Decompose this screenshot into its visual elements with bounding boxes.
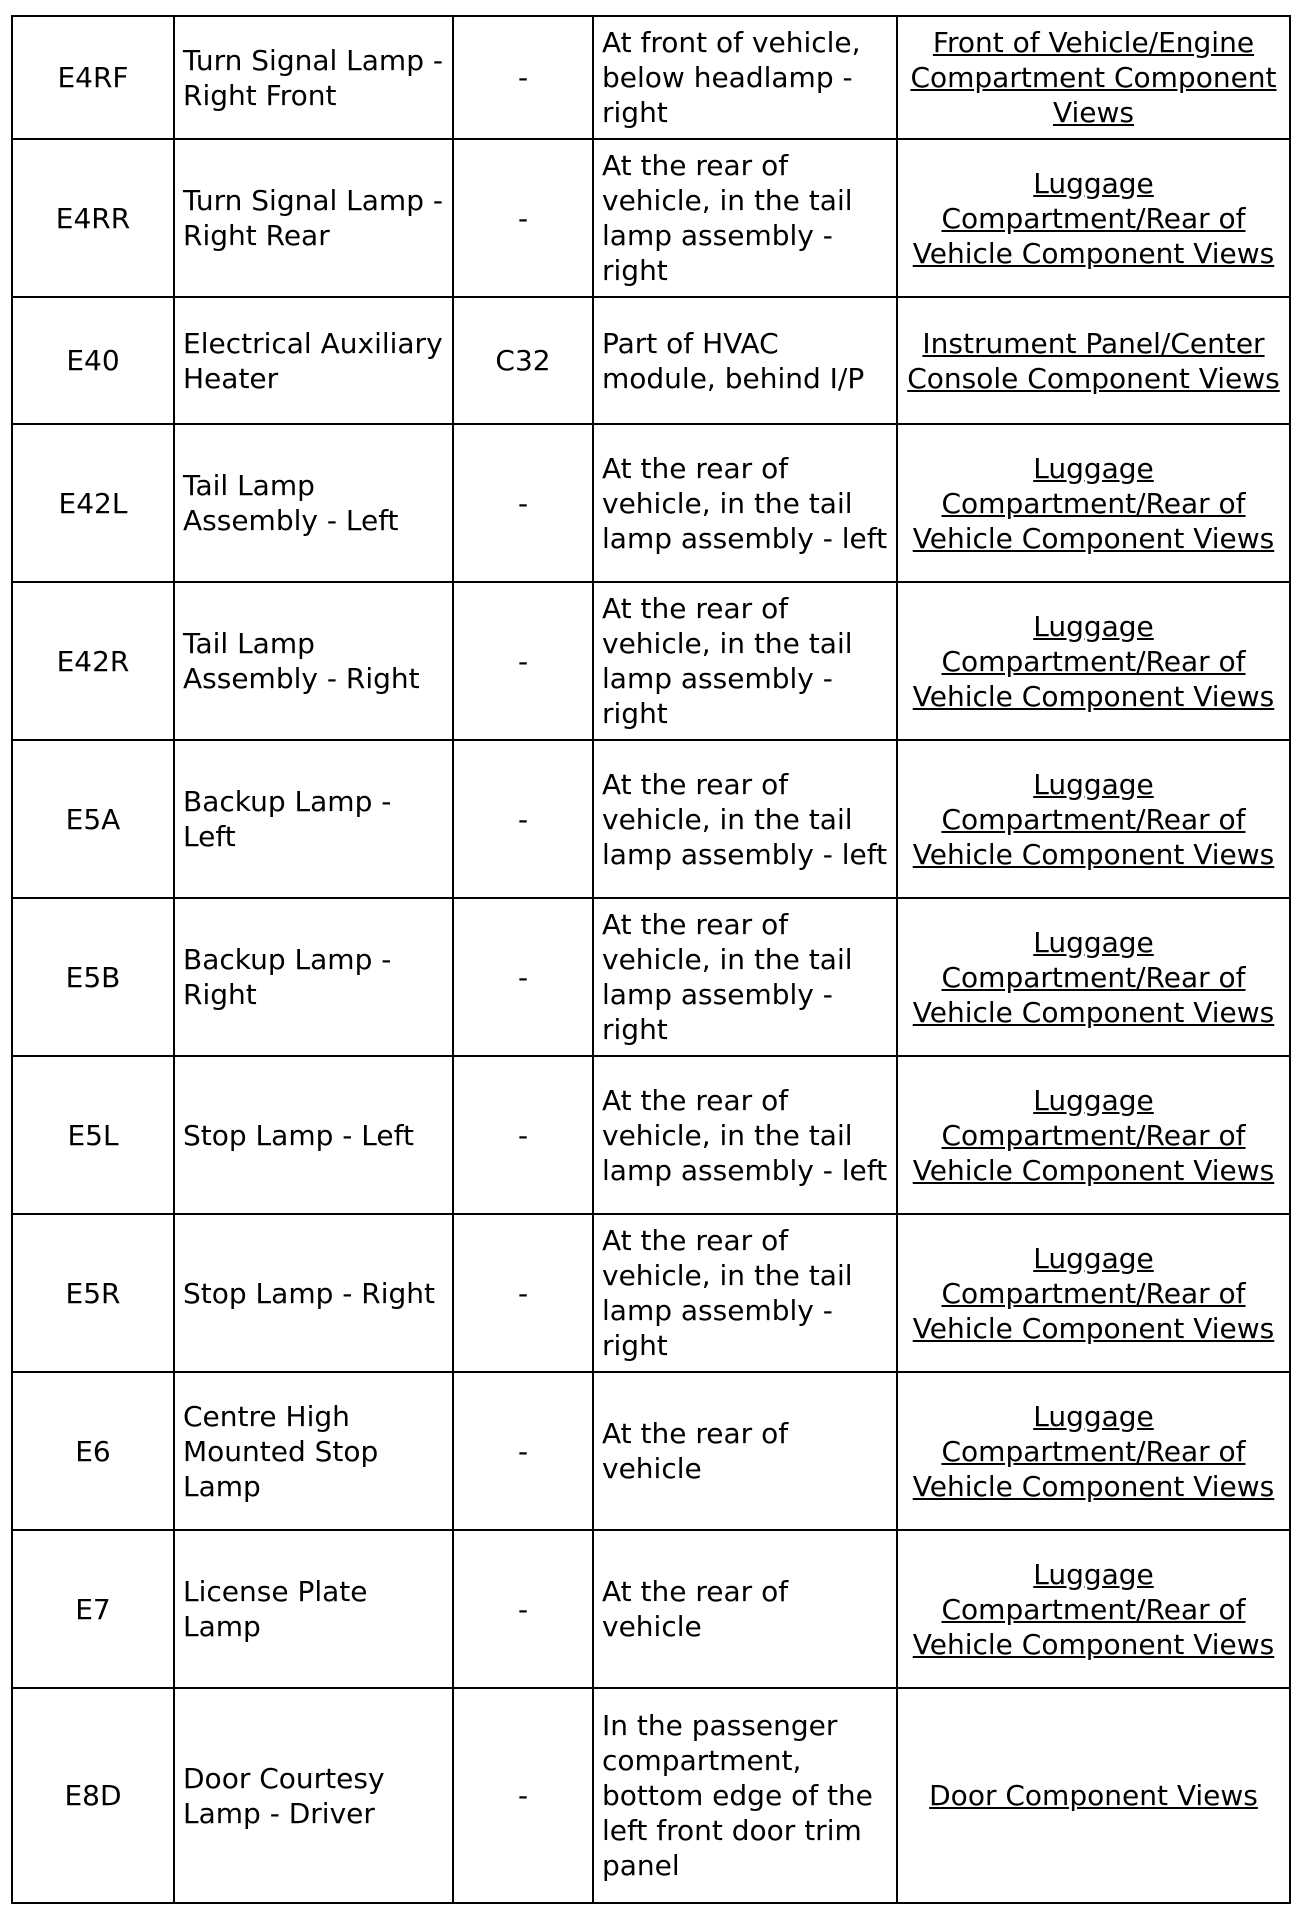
table-row	[12, 139, 1290, 297]
component-id: E5L	[12, 1056, 174, 1214]
component-location: At the rear of vehicle, in the tail lamp assembly - left	[593, 1056, 897, 1214]
component-view-link[interactable]: Luggage Compartment/Rear of Vehicle Component Views	[912, 1557, 1275, 1661]
component-view-link[interactable]: Luggage Compartment/Rear of Vehicle Component Views	[912, 1399, 1275, 1503]
table-row	[12, 740, 1290, 898]
connector-id: -	[453, 740, 593, 898]
component-view-cell	[897, 740, 1290, 898]
component-view-cell	[897, 139, 1290, 297]
connector-id: -	[453, 1056, 593, 1214]
connector-id: C32	[453, 297, 593, 424]
component-id: E42R	[12, 582, 174, 740]
component-view-cell	[897, 1688, 1290, 1903]
component-view-link[interactable]: Luggage Compartment/Rear of Vehicle Component Views	[912, 925, 1275, 1029]
connector-id: -	[453, 16, 593, 139]
component-location: At the rear of vehicle, in the tail lamp assembly - right	[593, 898, 897, 1056]
component-id: E7	[12, 1530, 174, 1688]
component-location: Part of HVAC module, behind I/P	[593, 297, 897, 424]
component-view-link[interactable]: Instrument Panel/Center Console Component Views	[907, 326, 1280, 395]
component-location: At the rear of vehicle	[593, 1530, 897, 1688]
component-location: At the rear of vehicle, in the tail lamp assembly - right	[593, 139, 897, 297]
component-id: E40	[12, 297, 174, 424]
component-name: Tail Lamp Assembly - Left	[174, 424, 453, 582]
table-row	[12, 1214, 1290, 1372]
component-location: In the passenger compartment, bottom edge of the left front door trim panel	[593, 1688, 897, 1903]
connector-id: -	[453, 582, 593, 740]
table-row	[12, 297, 1290, 424]
table-row	[12, 898, 1290, 1056]
connector-id: -	[453, 139, 593, 297]
component-name: Backup Lamp - Right	[174, 898, 453, 1056]
component-view-cell	[897, 1056, 1290, 1214]
connector-id: -	[453, 424, 593, 582]
component-view-cell	[897, 898, 1290, 1056]
component-id: E6	[12, 1372, 174, 1530]
component-view-cell	[897, 1372, 1290, 1530]
table-row	[12, 1372, 1290, 1530]
component-view-cell	[897, 16, 1290, 139]
table-row	[12, 424, 1290, 582]
component-view-cell	[897, 1530, 1290, 1688]
connector-id: -	[453, 1372, 593, 1530]
table-row	[12, 1688, 1290, 1903]
connector-id: -	[453, 1688, 593, 1903]
component-name: Turn Signal Lamp - Right Front	[174, 16, 453, 139]
component-location: At the rear of vehicle	[593, 1372, 897, 1530]
component-view-cell	[897, 297, 1290, 424]
component-view-link[interactable]: Luggage Compartment/Rear of Vehicle Component Views	[912, 1083, 1275, 1187]
component-view-link[interactable]: Luggage Compartment/Rear of Vehicle Component Views	[912, 1241, 1275, 1345]
component-name: Turn Signal Lamp - Right Rear	[174, 139, 453, 297]
component-location: At the rear of vehicle, in the tail lamp assembly - right	[593, 1214, 897, 1372]
component-name: Backup Lamp - Left	[174, 740, 453, 898]
component-view-cell	[897, 424, 1290, 582]
component-location: At the rear of vehicle, in the tail lamp assembly - left	[593, 740, 897, 898]
component-id: E4RR	[12, 139, 174, 297]
component-name: Electrical Auxiliary Heater	[174, 297, 453, 424]
component-name: Stop Lamp - Left	[174, 1056, 453, 1214]
component-view-link[interactable]: Luggage Compartment/Rear of Vehicle Component Views	[912, 609, 1275, 713]
component-view-cell	[897, 1214, 1290, 1372]
table-row	[12, 1056, 1290, 1214]
component-id: E5A	[12, 740, 174, 898]
component-location: At front of vehicle, below headlamp - right	[593, 16, 897, 139]
table-row	[12, 582, 1290, 740]
component-view-cell	[897, 582, 1290, 740]
component-id: E4RF	[12, 16, 174, 139]
component-view-link[interactable]: Luggage Compartment/Rear of Vehicle Component Views	[912, 451, 1275, 555]
component-location: At the rear of vehicle, in the tail lamp assembly - right	[593, 582, 897, 740]
component-view-link[interactable]: Luggage Compartment/Rear of Vehicle Component Views	[912, 767, 1275, 871]
table-row	[12, 1530, 1290, 1688]
component-name: Centre High Mounted Stop Lamp	[174, 1372, 453, 1530]
component-id: E5B	[12, 898, 174, 1056]
connector-id: -	[453, 1530, 593, 1688]
component-id: E8D	[12, 1688, 174, 1903]
component-name: Door Courtesy Lamp - Driver	[174, 1688, 453, 1903]
component-view-link[interactable]: Door Component Views	[929, 1779, 1258, 1812]
component-location-table	[11, 15, 1291, 1904]
component-id: E5R	[12, 1214, 174, 1372]
component-view-link[interactable]: Luggage Compartment/Rear of Vehicle Component Views	[912, 166, 1275, 270]
component-name: License Plate Lamp	[174, 1530, 453, 1688]
component-location: At the rear of vehicle, in the tail lamp assembly - left	[593, 424, 897, 582]
component-name: Tail Lamp Assembly - Right	[174, 582, 453, 740]
connector-id: -	[453, 1214, 593, 1372]
component-name: Stop Lamp - Right	[174, 1214, 453, 1372]
table-row	[12, 16, 1290, 139]
connector-id: -	[453, 898, 593, 1056]
component-id: E42L	[12, 424, 174, 582]
component-view-link[interactable]: Front of Vehicle/Engine Compartment Component Views	[910, 26, 1277, 129]
